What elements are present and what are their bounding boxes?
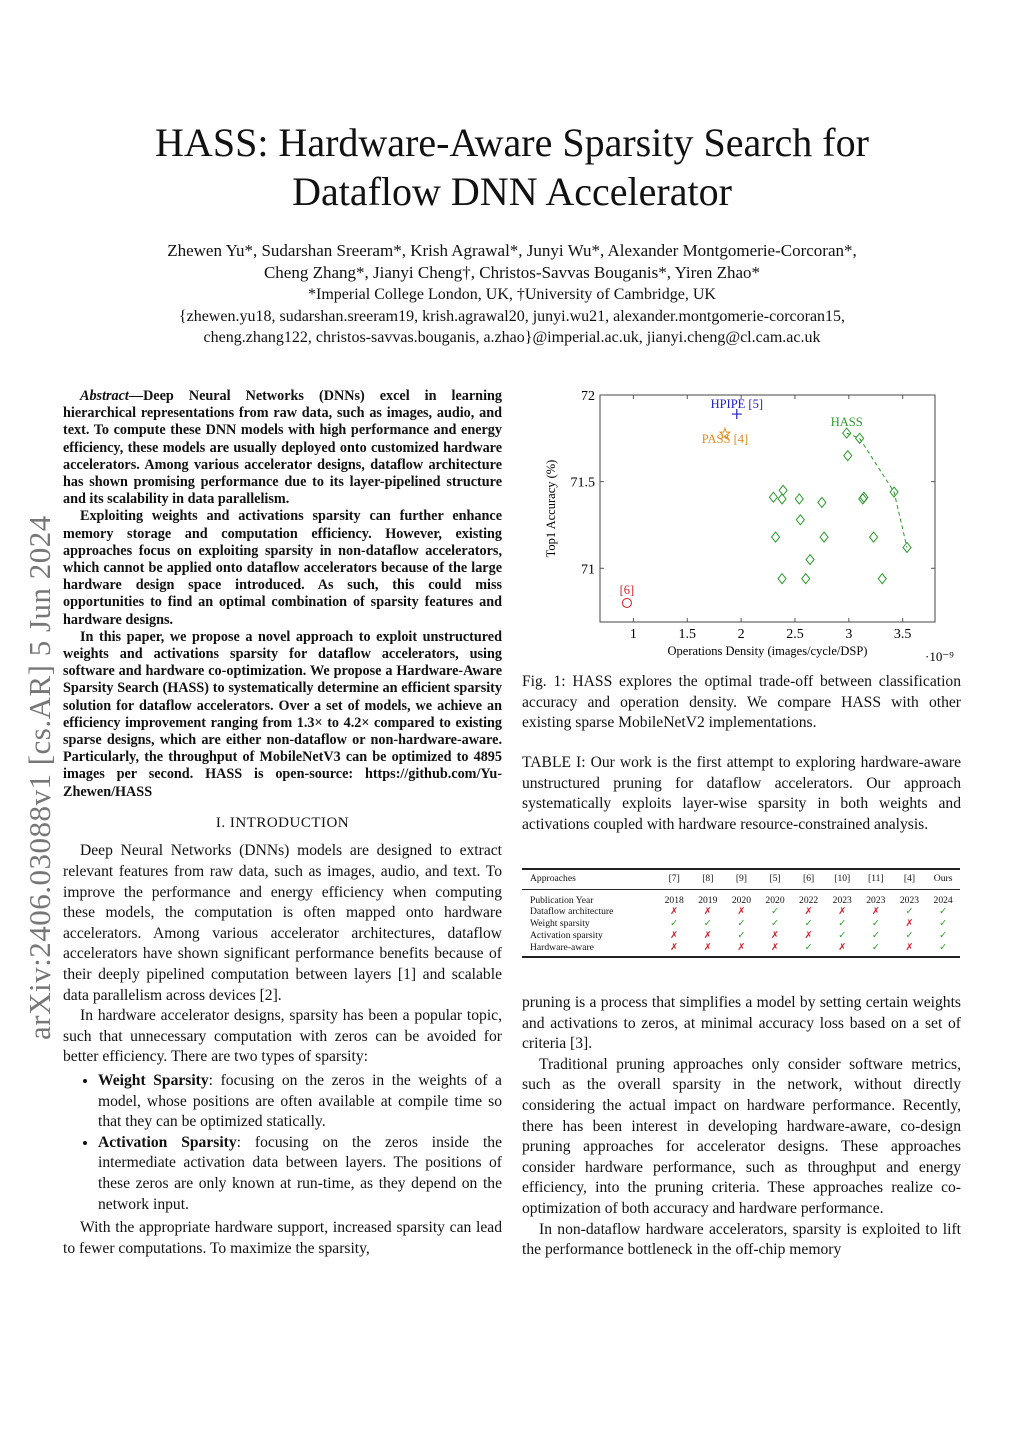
row-label: Weight sparsity xyxy=(530,918,590,930)
series-label: PASS [4] xyxy=(701,432,749,447)
table-cell: ✓ xyxy=(737,918,746,930)
pareto-front-line xyxy=(847,433,907,547)
abstract-label: Abstract xyxy=(80,388,129,404)
table-cell: ✗ xyxy=(703,929,712,941)
table-row xyxy=(522,906,960,918)
table-cell: ✓ xyxy=(771,918,780,930)
row-label: Publication Year xyxy=(530,894,594,906)
table-cell: 2019 xyxy=(698,894,718,906)
table-cell: ✗ xyxy=(703,906,712,918)
row-label: Activation sparsity xyxy=(530,929,603,941)
hass-point xyxy=(778,494,786,504)
abstract-paragraph: —Deep Neural Networks (DNNs) excel in learning hierarchical representations from raw data, such as images, audio, and text. To compute these DNN models with high performance and energy efficiency, these models are usually deployed onto customized hardware accelerators. Among various accelerator designs, dataflow architecture has shown promising performance due to its layer-pipelined structure and its scalability in data parallelism. xyxy=(63,388,502,508)
table-cell: ✓ xyxy=(838,929,847,941)
hass-point xyxy=(818,497,826,507)
table-cell: ✓ xyxy=(703,918,712,930)
hass-point xyxy=(856,433,864,443)
y-axis-label: Top1 Accuracy (%) xyxy=(544,459,558,558)
table-cell: ✗ xyxy=(670,906,679,918)
column-header: [8] xyxy=(702,873,714,884)
x-tick-label: 2 xyxy=(737,627,745,642)
table-row xyxy=(522,942,960,958)
table-cell: ✓ xyxy=(737,929,746,941)
table-cell: ✗ xyxy=(670,941,679,953)
hass-point xyxy=(779,485,787,495)
column-header: [5] xyxy=(769,873,781,884)
table-cell: ✗ xyxy=(737,941,746,953)
series-label: HASS xyxy=(830,415,863,430)
y-tick-label: 72 xyxy=(581,389,595,404)
comparison-table xyxy=(522,868,960,958)
table-cell: 2023 xyxy=(832,894,852,906)
table-cell: ✗ xyxy=(771,929,780,941)
x-tick-label: 1 xyxy=(629,627,637,642)
column-header: [6] xyxy=(803,873,815,884)
right-column-text xyxy=(522,993,961,1261)
table-cell: 2022 xyxy=(799,894,819,906)
hass-point xyxy=(860,492,868,502)
paragraph: Deep Neural Networks (DNNs) models are designed to extract relevant features from raw data, such as images, audio, and text. To improve the performance and energy efficiency when computing these models, the computation is often mapped onto hardware accelerators. Among various accelerator architectures, dataflow accelerators have shown significant performance benefits because of their deeply pipelined computation between layers [1] and scalable data parallelism across devices [2]. xyxy=(63,842,502,1004)
author-block xyxy=(60,240,964,348)
table-cell: ✓ xyxy=(804,941,813,953)
table-cell: ✗ xyxy=(905,941,914,953)
hass-point xyxy=(870,532,878,542)
hass-point xyxy=(843,428,851,438)
table-cell: ✗ xyxy=(737,906,746,918)
paragraph: Traditional pruning approaches only consider software metrics, such as the overall sparsity in the network, without directly considering the actual impact on hardware performance. Recently, there has been interest in developing hardware-aware, co-design pruning approaches for accelerator designs. These approaches consider hardware performance, such as throughput and energy efficiency, into the pruning criteria. These approaches realize co-optimization of both accuracy and hardware performance. xyxy=(522,1055,961,1217)
emails-line: {zhewen.yu18, sudarshan.sreeram19, krish.agrawal20, junyi.wu21, alexander.montgomerie-corcoran15, xyxy=(178,308,846,325)
table-cell: ✗ xyxy=(804,906,813,918)
paragraph: pruning is a process that simplifies a model by setting certain weights and activations to zeros, at minimal accuracy loss based on a set of criteria [3]. xyxy=(522,994,961,1053)
table-header-row xyxy=(522,869,960,889)
ref6-point xyxy=(622,598,631,607)
x-tick-label: 3 xyxy=(845,627,853,642)
paragraph: With the appropriate hardware support, increased sparsity can lead to fewer computations. To maximize the sparsity, xyxy=(63,1219,502,1257)
hass-point xyxy=(820,532,828,542)
column-header: [7] xyxy=(668,873,680,884)
hass-point xyxy=(772,532,780,542)
x-tick-label: 3.5 xyxy=(893,627,912,642)
table-caption: TABLE I: Our work is the first attempt to exploring hardware-aware unstructured pruning for dataflow accelerators. Our approach systematically exploits layer-wise sparsity in both weights and activations coupled with hardware resource-constrained analysis. xyxy=(522,754,961,833)
bullet-list xyxy=(63,1071,502,1215)
table-cell: ✗ xyxy=(838,906,847,918)
hass-point xyxy=(795,494,803,504)
y-tick-label: 71.5 xyxy=(570,475,595,491)
hass-point xyxy=(844,451,852,461)
column-header: [10] xyxy=(834,873,851,884)
table-cell: 2024 xyxy=(933,894,953,906)
authors-line: Cheng Zhang*, Jianyi Cheng†, Christos-Savvas Bouganis*, Yiren Zhao* xyxy=(263,263,761,282)
x-axis-multiplier: ·10⁻⁹ xyxy=(925,649,954,664)
row-label: Dataflow architecture xyxy=(530,906,614,918)
table-row xyxy=(522,918,960,930)
affiliations: *Imperial College London, UK, †University of Cambridge, UK xyxy=(308,286,716,303)
column-header: Ours xyxy=(933,873,953,884)
table-cell: ✗ xyxy=(838,941,847,953)
paragraph: In hardware accelerator designs, sparsity has been a popular topic, such that unnecessary computation with zeros can be avoided for better efficiency. There are two types of sparsity: xyxy=(63,1007,502,1066)
table-row xyxy=(522,930,960,942)
plot-frame xyxy=(600,395,935,622)
table-row xyxy=(522,889,960,906)
abstract-paragraph: Exploiting weights and activations sparsity can further enhance memory storage and computation efficiency. However, existing approaches focus on exploiting sparsity in non-dataflow accelerators, which cannot be applied onto dataflow accelerators because of the large hardware design space introduced. As such, this could miss opportunities to find an optimal combination of sparsity features and hardware designs. xyxy=(63,508,502,628)
abstract-paragraph: In this paper, we propose a novel approach to exploit unstructured weights and activations sparsity for dataflow accelerators, using software and hardware co-optimization. We propose a Hardware-Aware Sparsity Search (HASS) to systematically determine an efficient sparsity solution for dataflow accelerators. Over a set of models, we achieve an efficiency improvement ranging from 1.3× to 4.2× compared to existing sparse designs, which are either non-dataflow or non-hardware-aware. Particularly, the throughput of MobileNetV3 can be optimized to 4895 images per second. HASS is open-source: https://github.com/Yu-Zhewen/HASS xyxy=(63,628,502,800)
column-header: Approaches xyxy=(530,873,576,884)
table-cell: 2020 xyxy=(731,894,751,906)
hass-point xyxy=(802,574,810,584)
table-cell: ✓ xyxy=(871,941,880,953)
figure-caption: Fig. 1: HASS explores the optimal trade-off between classification accuracy and operation density. We compare HASS with other existing sparse MobileNetV2 implementations. xyxy=(522,673,961,732)
emails-line: cheng.zhang122, christos-savvas.bouganis, a.zhao}@imperial.ac.uk, jianyi.cheng@cl.cam.ac.uk xyxy=(203,329,821,346)
list-item: • Activation Sparsity: focusing on the zeros inside the intermediate activation data between layers. The positions of these zeros are only known at run-time, as they depend on the network input. xyxy=(98,1133,502,1215)
table-cell: ✓ xyxy=(939,929,948,941)
title-line: HASS: Hardware-Aware Sparsity Search for xyxy=(155,120,869,165)
table-cell: ✓ xyxy=(804,918,813,930)
table-cell: ✓ xyxy=(939,918,948,930)
table-cell: ✓ xyxy=(838,918,847,930)
section-heading: I. INTRODUCTION xyxy=(215,814,350,831)
hass-point xyxy=(769,492,777,502)
hass-point xyxy=(859,494,867,504)
list-item: • Weight Sparsity: focusing on the zeros in the weights of a model, whose positions are often available at compile time so that they can be optimized statically. xyxy=(98,1071,502,1133)
x-tick-label: 1.5 xyxy=(678,627,697,642)
column-header: [9] xyxy=(735,873,747,884)
table-cell: ✗ xyxy=(670,929,679,941)
paragraph: In non-dataflow hardware accelerators, sparsity is exploited to lift the performance bottleneck in the off-chip memory xyxy=(522,1220,961,1259)
hass-point xyxy=(806,555,814,565)
table-cell: ✓ xyxy=(670,918,679,930)
authors-line: Zhewen Yu*, Sudarshan Sreeram*, Krish Agrawal*, Junyi Wu*, Alexander Montgomerie-Corcoran*, xyxy=(167,241,857,260)
paper-title xyxy=(60,118,964,216)
table-cell: ✓ xyxy=(871,918,880,930)
table-cell: ✗ xyxy=(871,906,880,918)
table-cell: ✗ xyxy=(703,941,712,953)
table-cell: ✓ xyxy=(905,929,914,941)
hass-point xyxy=(796,515,804,525)
table-cell: ✓ xyxy=(905,906,914,918)
row-label: Hardware-aware xyxy=(530,941,594,953)
table-cell: 2023 xyxy=(866,894,886,906)
y-tick-label: 71 xyxy=(581,562,595,578)
table-cell: 2020 xyxy=(765,894,785,906)
table-cell: ✗ xyxy=(804,929,813,941)
title-line: Dataflow DNN Accelerator xyxy=(292,169,732,214)
abstract xyxy=(63,388,502,801)
column-header: [4] xyxy=(903,873,916,884)
left-column xyxy=(63,388,502,1259)
table-cell: ✗ xyxy=(771,941,780,953)
table-cell: ✓ xyxy=(871,929,880,941)
hass-point xyxy=(778,574,786,584)
table-cell: 2023 xyxy=(899,894,920,906)
x-axis-label: Operations Density (images/cycle/DSP) xyxy=(667,644,868,658)
table-cell: ✓ xyxy=(939,941,948,953)
table-cell: 2018 xyxy=(664,894,684,906)
arxiv-identifier: arXiv:2406.03088v1 [cs.AR] 5 Jun 2024 xyxy=(22,515,57,1040)
series-label: HPIPE [5] xyxy=(710,397,764,412)
table-cell: ✗ xyxy=(905,918,914,930)
table-cell: ✓ xyxy=(771,906,780,918)
series-label: [6] xyxy=(619,582,635,597)
hass-point xyxy=(878,574,886,584)
scatter-chart xyxy=(522,380,962,670)
x-tick-label: 2.5 xyxy=(786,627,804,642)
column-header: [11] xyxy=(868,873,884,884)
table-cell: ✓ xyxy=(939,906,948,918)
